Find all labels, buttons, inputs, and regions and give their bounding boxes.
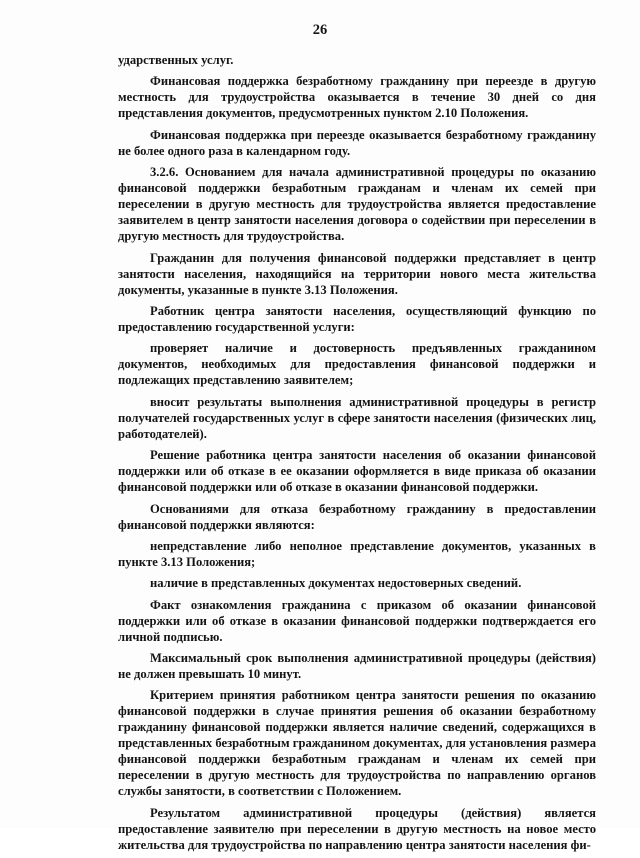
paragraph: Критерием принятия работником центра занятости решения по оказанию финансовой поддержки в случае принятия решения об оказании безработному гражданину финансовой поддержки является наличие сведений, содержащихся в представленных безработным гражданином документах, для установления размера финансовой поддержки безработным гражданам и членам их семей при переселении в другую местность для трудоустройства по направлению органов службы занятости, в соответствии с Положением. bbox=[118, 688, 596, 799]
paragraph-list-item: непредставление либо неполное представление документов, указанных в пункте 3.13 Положения; bbox=[118, 538, 596, 569]
paragraph: Факт ознакомления гражданина с приказом об оказании финансовой поддержки или об отказе в оказании финансовой поддержки подтверждается его личной подписью. bbox=[118, 597, 596, 644]
paragraph-section-3-2-6: 3.2.6. Основанием для начала административной процедуры по оказанию финансовой поддержки безработным гражданам и членам их семей при переселении в другую местность для трудоустройства является предоставление заявителем в центр занятости населения договора о содействии при переселении в другую местность для трудоустройства. bbox=[118, 165, 596, 244]
paragraph: Финансовая поддержка безработному гражданину при переезде в другую местность для трудоустройства оказывается в течение 30 дней со дня представления документов, предусмотренных пунктом 2.10 Положения. bbox=[118, 74, 596, 121]
paragraph: Финансовая поддержка при переезде оказывается безработному гражданину не более одного раза в календарном году. bbox=[118, 127, 596, 158]
paragraph: Работник центра занятости населения, осуществляющий функцию по предоставлению государственной услуги: bbox=[118, 303, 596, 334]
paragraph: Максимальный срок выполнения административной процедуры (действия) не должен превышать 10 минут. bbox=[118, 651, 596, 682]
page-number: 26 bbox=[312, 22, 328, 38]
document-body bbox=[118, 52, 596, 858]
paragraph: Гражданин для получения финансовой поддержки представляет в центр занятости населения, находящийся на территории нового места жительства документы, указанные в пункте 3.13 Положения. bbox=[118, 250, 596, 297]
paragraph: Результатом административной процедуры (действия) является предоставление заявителю при переселении в другую местность на новое место жительства для трудоустройства по направлению центра занятости населения фи- bbox=[118, 805, 596, 852]
paragraph-list-item: вносит результаты выполнения административной процедуры в регистр получателей государственных услуг в сфере занятости населения (физических лиц, работодателей). bbox=[118, 394, 596, 441]
paragraph: Основаниями для отказа безработному гражданину в предоставлении финансовой поддержки являются: bbox=[118, 501, 596, 532]
paragraph-list-item: наличие в представленных документах недостоверных сведений. bbox=[150, 576, 522, 591]
paragraph-continuation: ударственных услуг. bbox=[118, 53, 234, 67]
paragraph: Решение работника центра занятости населения об оказании финансовой поддержки или об отказе в ее оказании оформляется в виде приказа об оказании финансовой поддержки или об отказе в оказании финансовой поддержки. bbox=[118, 448, 596, 495]
paragraph-list-item: проверяет наличие и достоверность предъявленных гражданином документов, необходимых для предоставления финансовой поддержки и подлежащих представлению заявителем; bbox=[118, 341, 596, 388]
